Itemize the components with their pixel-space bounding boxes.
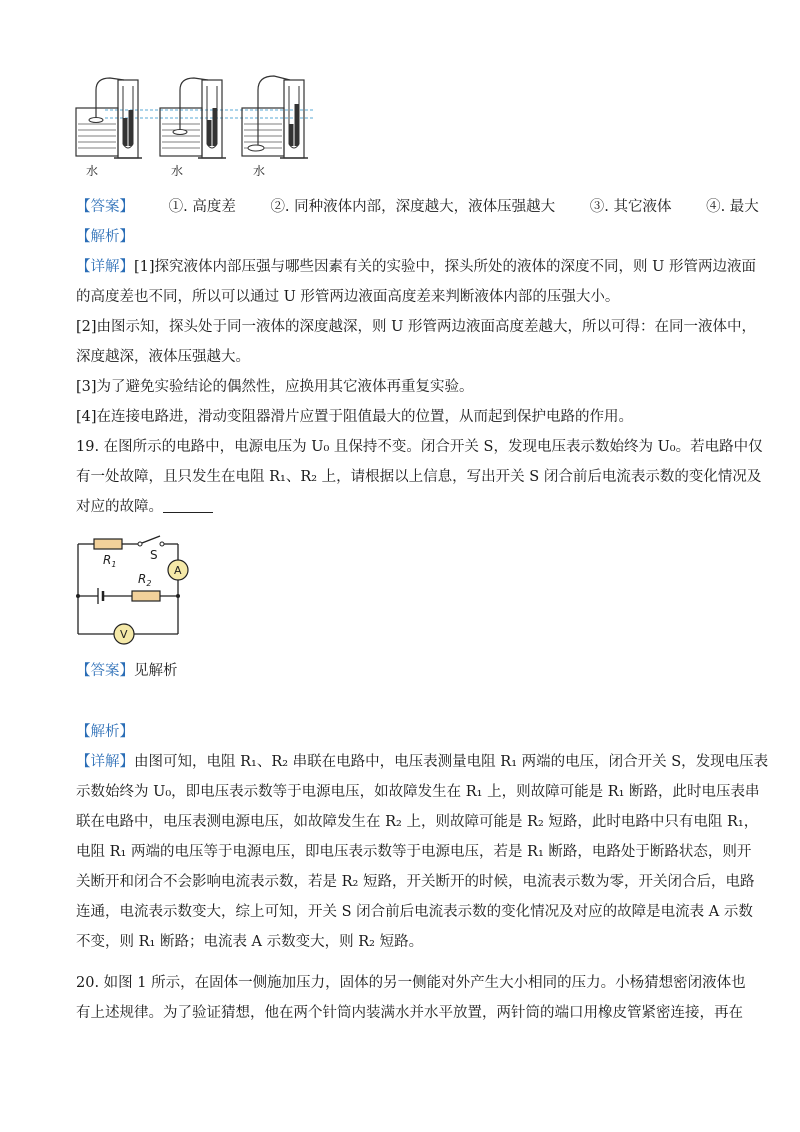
r1-label: $R_1$ <box>103 553 117 569</box>
circuit-diagram <box>70 530 200 645</box>
q19-line-1: 19. 在图所示的电路中，电源电压为 U₀ 且保持不变。闭合开关 S，发现电压表示数始终为 U₀。若电路中仅 <box>76 439 763 455</box>
q18-detail-line-1 <box>76 257 756 277</box>
analysis-tag: 【解析】 <box>76 724 134 740</box>
q19-detail-line-1 <box>76 752 768 772</box>
answer-4: ④. 最大 <box>706 199 759 215</box>
detail-tag: 【详解】 <box>76 259 134 275</box>
q18-para2-l2: 深度越深，液体压强越大。 <box>76 349 250 365</box>
answer-3: ③. 其它液体 <box>589 199 672 215</box>
q20-line-1: 20. 如图 1 所示，在固体一侧施加压力，固体的另一侧能对外产生大小相同的压力。小杨猜想密闭液体也 <box>76 975 746 991</box>
switch-s <box>142 536 160 543</box>
q19-detail-l2: 示数始终为 U₀，即电压表示数等于电源电压，如故障发生在 R₁ 上，则故障可能是 R₁ 断路，此时电压表串 <box>76 784 760 800</box>
q19-detail-l5: 关断开和闭合不会影响电流表示数，若是 R₂ 短路，开关断开的时候，电流表示数为零，开关闭合后，电路 <box>76 874 755 890</box>
resistor-r2 <box>132 591 160 601</box>
answer-1: ①. 高度差 <box>168 199 236 215</box>
detail-tag: 【详解】 <box>76 754 134 770</box>
switch-label: S <box>150 548 158 562</box>
q19-detail-l7: 不变，则 R₁ 断路；电流表 A 示数变大，则 R₂ 短路。 <box>76 934 424 950</box>
answer-blank <box>163 498 213 513</box>
voltmeter-label: V <box>120 628 128 641</box>
apparatus-1 <box>76 78 142 158</box>
answer-tag: 【答案】 <box>76 663 134 679</box>
q18-para1-l1: [1]探究液体内部压强与哪些因素有关的实验中，探头所处的液体的深度不同，则 U 形管两边液面 <box>134 259 756 275</box>
answer-tag: 【答案】 <box>76 199 134 215</box>
u-tube-experiment-figure <box>70 72 320 182</box>
q19-detail-l3: 联在电路中，电压表测电源电压，如故障发生在 R₂ 上，则故障可能是 R₂ 短路，此时电路中只有电阻 R₁， <box>76 814 759 830</box>
q19-line-2: 有一处故障，且只发生在电阻 R₁、R₂ 上，请根据以上信息，写出开关 S 闭合前后电流表示数的变化情况及 <box>76 469 762 485</box>
q18-para3: [3]为了避免实验结论的偶然性，应换用其它液体再重复实验。 <box>76 379 474 395</box>
q19-detail-l1: 由图可知，电阻 R₁、R₂ 串联在电路中，电压表测量电阻 R₁ 两端的电压，闭合开关 S，发现电压表 <box>134 754 769 770</box>
r2-label: $R_2$ <box>138 572 152 588</box>
q18-answer-row <box>76 197 759 217</box>
water-label-1: 水 <box>86 164 99 178</box>
apparatus-3 <box>242 76 308 158</box>
ammeter-label: A <box>174 564 182 577</box>
q18-para1-l2: 的高度差也不同，所以可以通过 U 形管两边液面高度差来判断液体内部的压强大小。 <box>76 289 620 305</box>
q19-detail-l6: 连通，电流表示数变大，综上可知，开关 S 闭合前后电流表示数的变化情况及对应的故障是电流表 A 示数 <box>76 904 753 920</box>
resistor-r1 <box>94 539 122 549</box>
q19-line-3-row <box>76 497 213 517</box>
answer-2: ②. 同种液体内部，深度越大，液体压强越大 <box>270 199 556 215</box>
q19-answer: 见解析 <box>134 663 178 679</box>
q18-para4: [4]在连接电路进，滑动变阻器滑片应置于阻值最大的位置，从而起到保护电路的作用。 <box>76 409 634 425</box>
q18-para2-l1: [2]由图示知，探头处于同一液体的深度越深，则 U 形管两边液面高度差越大，所以可得：在同一液体中， <box>76 319 756 335</box>
q19-detail-l4: 电阻 R₁ 两端的电压等于电源电压，即电压表示数等于电源电压，若是 R₁ 断路，电路处于断路状态，则开 <box>76 844 752 860</box>
analysis-tag: 【解析】 <box>76 229 134 245</box>
q20-line-2: 有上述规律。为了验证猜想，他在两个针筒内装满水并水平放置，两针筒的端口用橡皮管紧密连接，再在 <box>76 1005 743 1021</box>
q19-line-3: 对应的故障。 <box>76 499 163 515</box>
water-label-3: 水 <box>253 164 266 178</box>
water-label-2: 水 <box>171 164 184 178</box>
q19-answer-row <box>76 661 178 681</box>
